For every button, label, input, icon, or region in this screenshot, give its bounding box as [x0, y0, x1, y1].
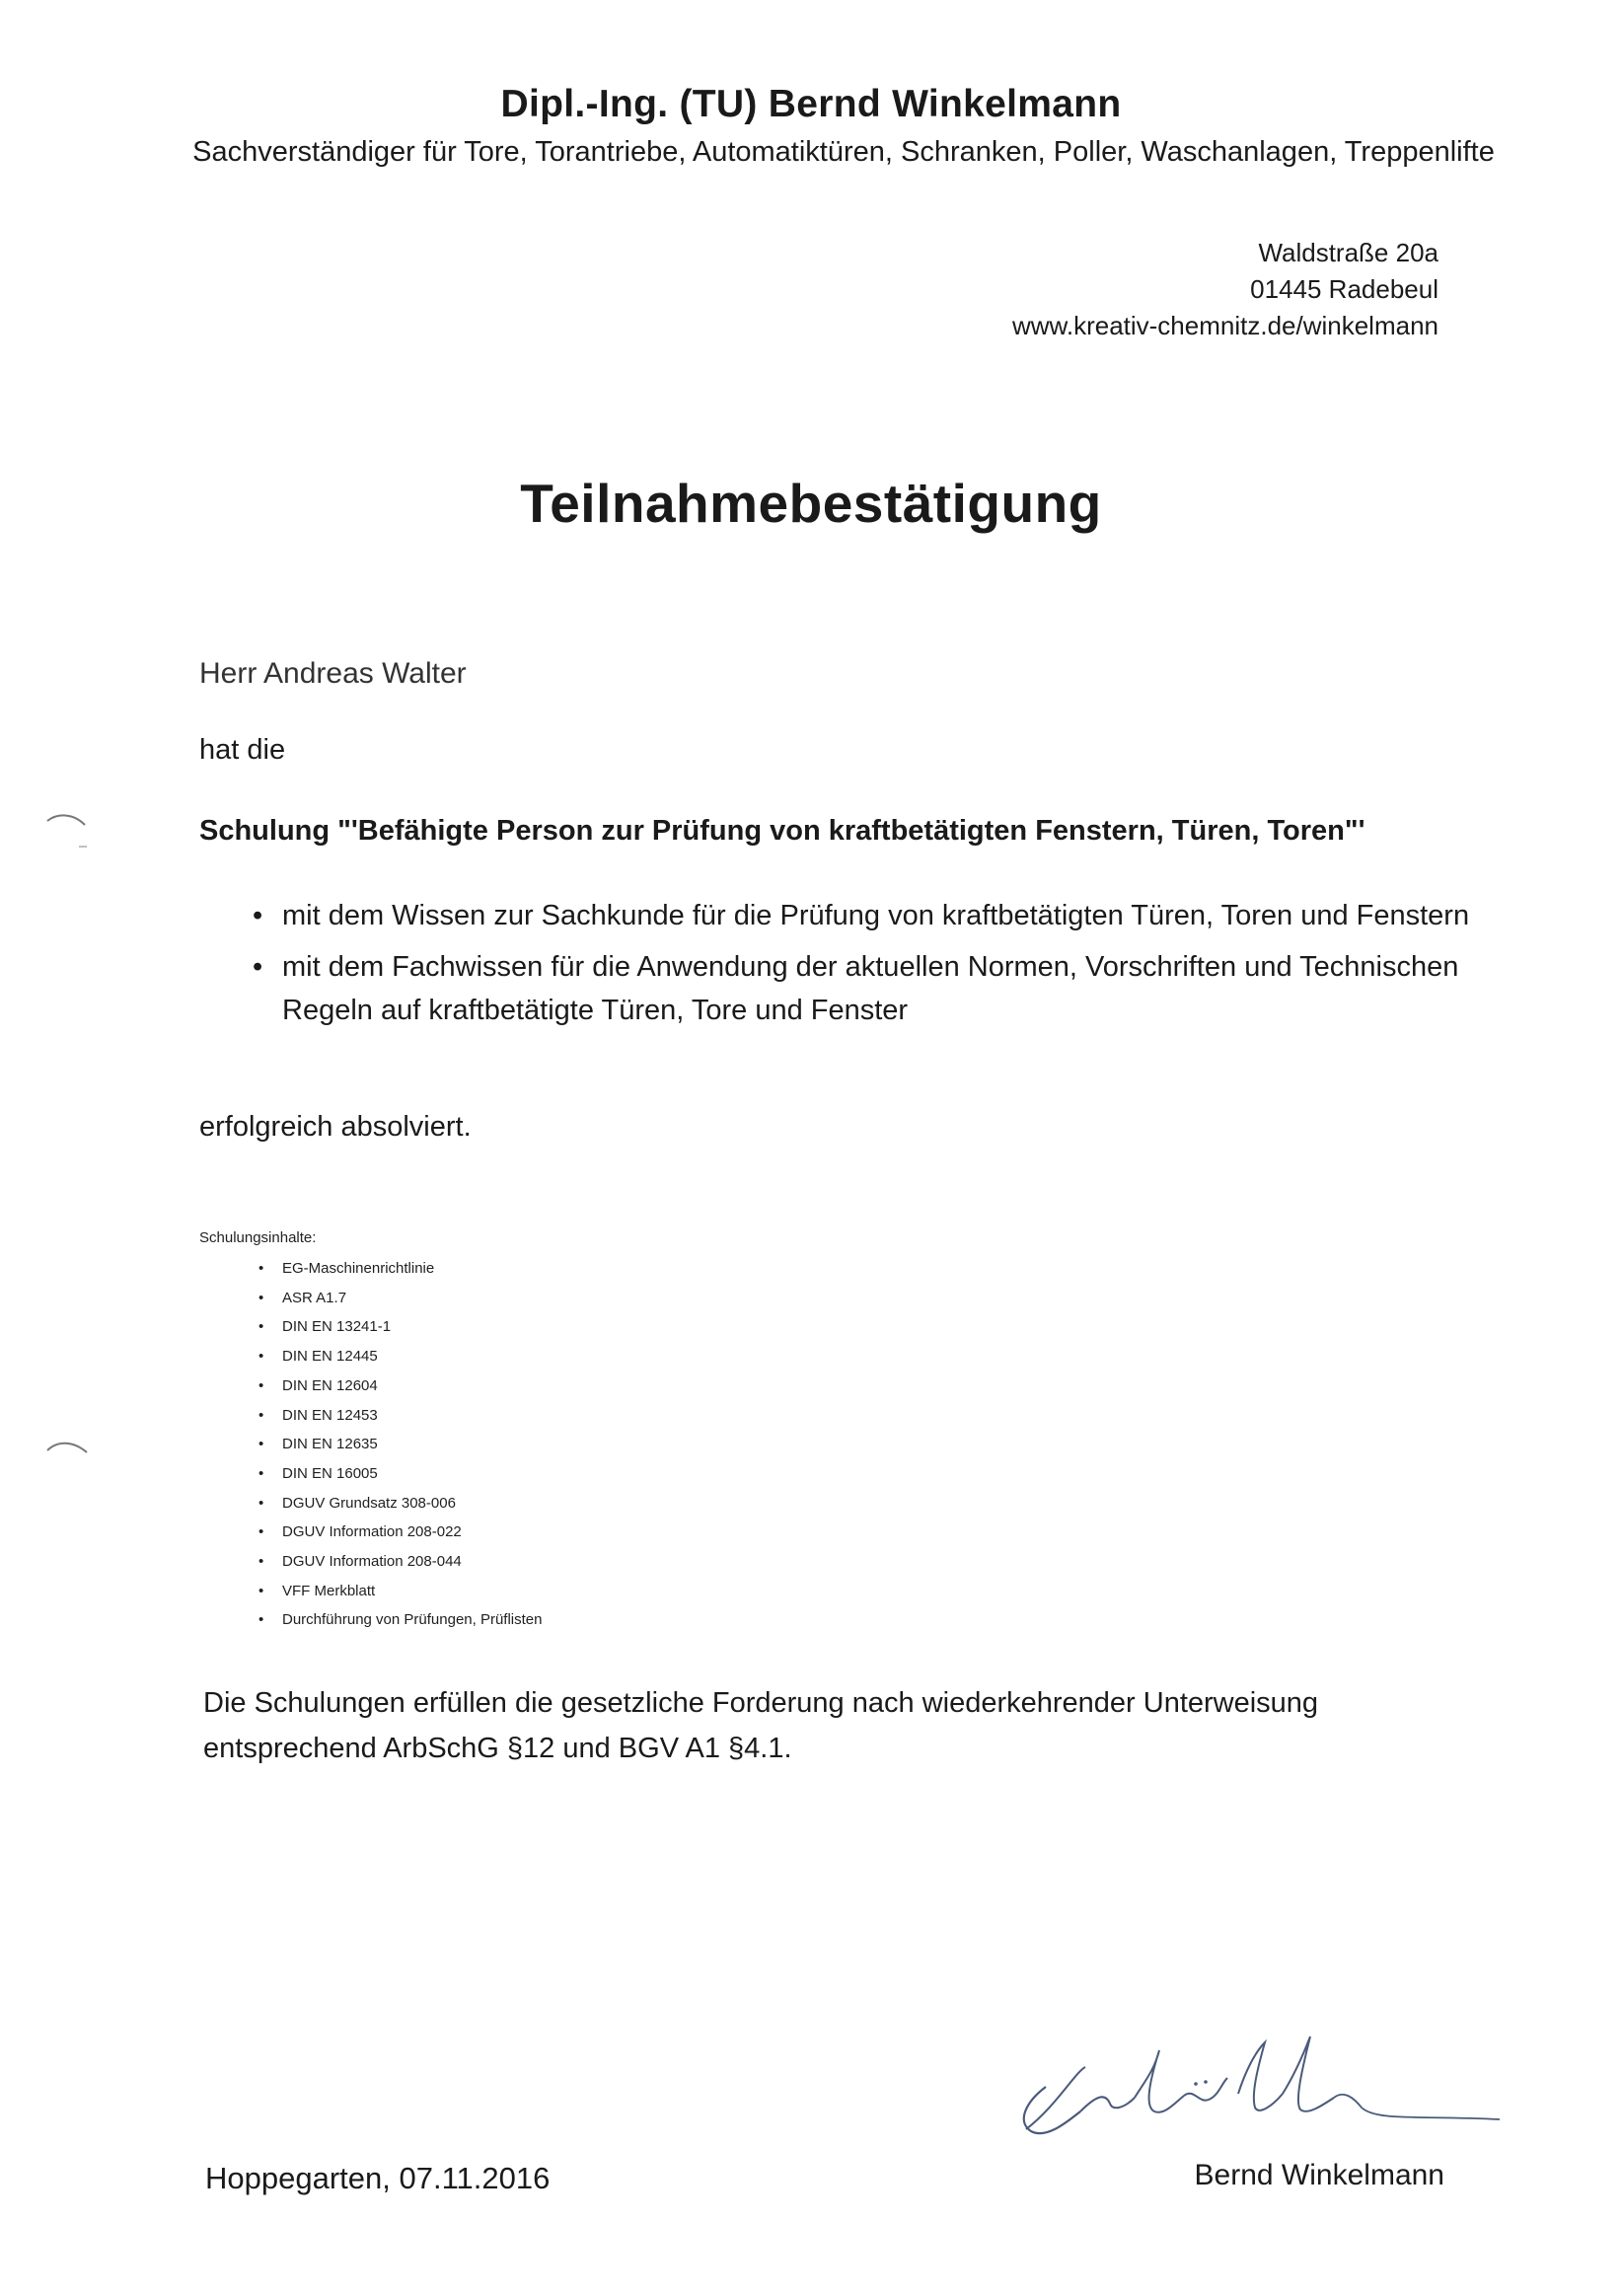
bullet-icon: • [258, 1464, 264, 1482]
qualification-list [253, 894, 1476, 1040]
issuer-name: Dipl.-Ing. (TU) Bernd Winkelmann [500, 83, 1122, 125]
list-item-text: DIN EN 13241-1 [282, 1318, 392, 1336]
list-item [258, 1459, 543, 1489]
address-website: www.kreativ-chemnitz.de/winkelmann [1011, 311, 1438, 340]
bullet-icon: • [253, 900, 263, 931]
list-item [258, 1518, 543, 1547]
bullet-icon: • [258, 1582, 264, 1599]
list-item [258, 1430, 543, 1459]
bullet-icon: • [258, 1289, 264, 1306]
list-item-text: ASR A1.7 [282, 1289, 347, 1306]
bullet-icon: • [258, 1436, 264, 1453]
list-item-text: Durchführung von Prüfungen, Prüflisten [282, 1611, 543, 1629]
list-item-text: VFF Merkblatt [282, 1582, 376, 1599]
list-item-text: EG-Maschinenrichtlinie [282, 1260, 435, 1277]
bullet-icon: • [258, 1494, 264, 1512]
list-item [258, 1371, 543, 1401]
issuer-address [1012, 235, 1438, 344]
bullet-icon: • [258, 1376, 264, 1394]
list-item [258, 1342, 543, 1371]
list-item-text: DGUV Grundsatz 308-006 [282, 1494, 456, 1512]
list-item-text: DIN EN 12635 [282, 1436, 378, 1453]
list-item [253, 894, 1476, 937]
list-item-text: DGUV Information 208-022 [282, 1523, 462, 1541]
contents-label: Schulungsinhalte: [199, 1229, 317, 1246]
list-item-text: DIN EN 12453 [282, 1406, 378, 1424]
list-item-text: DGUV Information 208-044 [282, 1553, 462, 1571]
list-item-text: DIN EN 16005 [282, 1464, 378, 1482]
list-item-text: DIN EN 12604 [282, 1376, 378, 1394]
list-item [258, 1401, 543, 1431]
bullet-icon: • [258, 1406, 264, 1424]
signer-name: Bernd Winkelmann [1194, 2159, 1444, 2191]
bullet-icon: • [258, 1260, 264, 1277]
list-item [258, 1312, 543, 1342]
issuer-subtitle: Sachverständiger für Tore, Torantriebe, Automatiktüren, Schranken, Poller, Waschanlagen, Treppenlifte [192, 136, 1495, 168]
margin-mark-icon [43, 1435, 93, 1474]
list-item-text: mit dem Fachwissen für die Anwendung der aktuellen Normen, Vorschriften und Technischen Regeln auf kraftbetätigte Türen, Tore und Fenster [282, 951, 1459, 1026]
list-item-text: DIN EN 12445 [282, 1348, 378, 1366]
bullet-icon: • [258, 1611, 264, 1629]
address-city: 01445 Radebeul [1250, 274, 1438, 304]
list-item [253, 945, 1476, 1032]
course-title: Schulung "'Befähigte Person zur Prüfung von kraftbetätigten Fenstern, Türen, Toren"' [199, 815, 1365, 847]
bullet-icon: • [258, 1553, 264, 1571]
list-item [258, 1577, 543, 1606]
list-item [258, 1547, 543, 1577]
list-item [258, 1254, 543, 1284]
list-item [258, 1489, 543, 1518]
contents-list [258, 1254, 543, 1635]
document-title: Teilnahmebestätigung [520, 473, 1102, 534]
list-item-text: mit dem Wissen zur Sachkunde für die Prüfung von kraftbetätigten Türen, Toren und Fenstern [282, 900, 1470, 931]
bullet-icon: • [253, 951, 263, 983]
place-and-date: Hoppegarten, 07.11.2016 [205, 2161, 551, 2195]
margin-mark-icon [43, 807, 93, 856]
list-item [258, 1284, 543, 1313]
signature [987, 2013, 1500, 2161]
legal-statement: Die Schulungen erfüllen die gesetzliche Forderung nach wiederkehrender Unterweisung entsprechend ArbSchG §12 und BGV A1 §4.1. [203, 1687, 1319, 1764]
bullet-icon: • [258, 1523, 264, 1541]
bullet-icon: • [258, 1318, 264, 1336]
intro-text: hat die [199, 734, 286, 766]
address-street: Waldstraße 20a [1258, 238, 1438, 267]
bullet-icon: • [258, 1348, 264, 1366]
list-item [258, 1605, 543, 1635]
completion-text: erfolgreich absolviert. [199, 1111, 472, 1143]
recipient-name: Herr Andreas Walter [199, 657, 467, 690]
